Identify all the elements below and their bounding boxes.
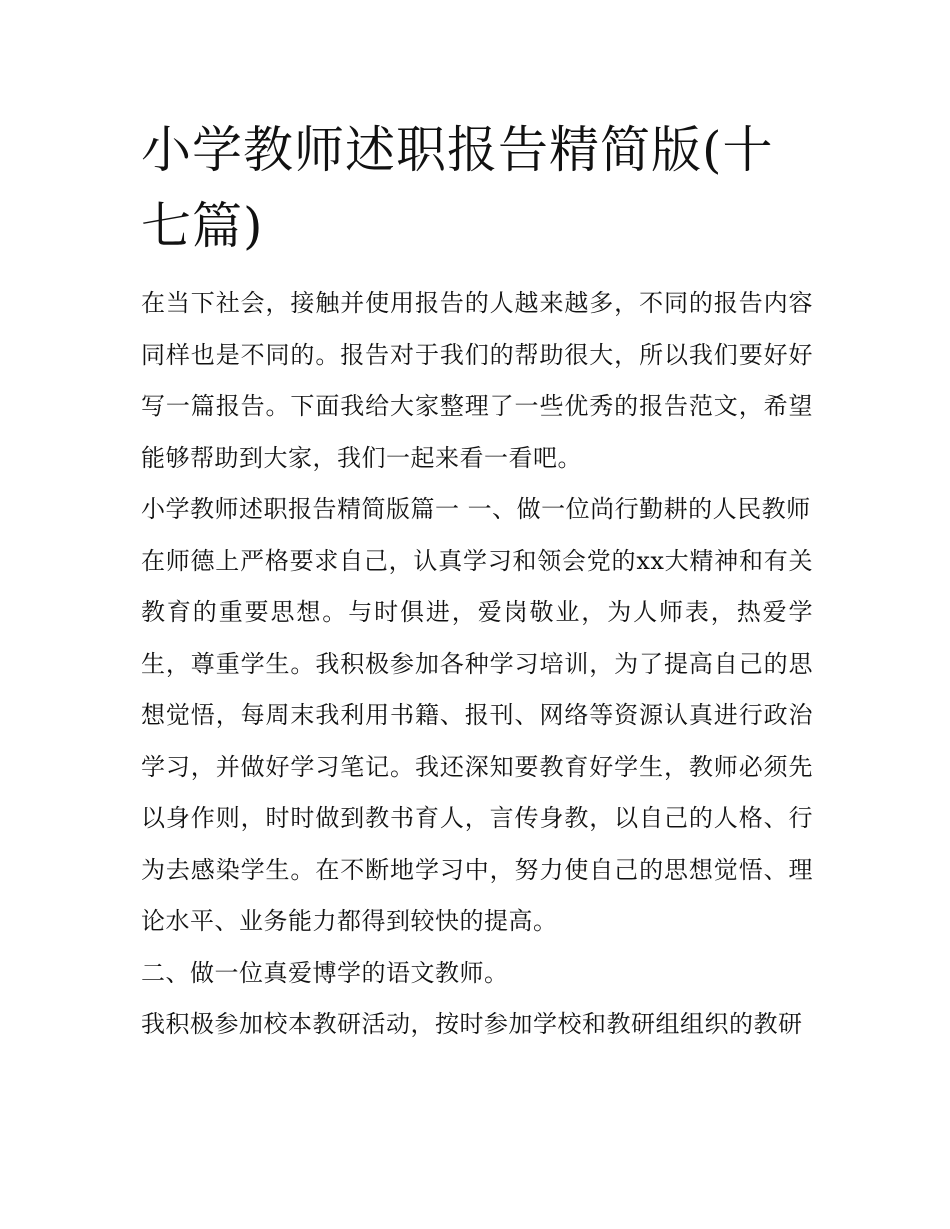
- document-body: [141, 112, 813, 1051]
- section-heading-two: 二、做一位真爱博学的语文教师。: [141, 958, 509, 987]
- section-heading-one: 小学教师述职报告精简版篇一 一、做一位尚行勤耕的人民教师: [141, 495, 811, 523]
- document-title: 小学教师述职报告精简版(十七篇): [141, 121, 774, 255]
- body-paragraph: 在师德上严格要求自己，认真学习和领会党的xx大精神和有关教育的重要思想。与时俱进，爱岗敬业，为人师表，热爱学生，尊重学生。我积极参加各种学习培训，为了提高自己的思想觉悟，每周末我利用书籍、报刊、网络等资源认真进行政治学习，并做好学习笔记。我还深知要教育好学生，教师必须先以身作则，时时做到教书育人，言传身教，以自己的人格、行为去感染学生。在不断地学习中，努力使自己的思想觉悟、理论水平、业务能力都得到较快的提高。: [141, 546, 813, 935]
- body-paragraph-continued: 我积极参加校本教研活动，按时参加学校和教研组组织的教研: [141, 1010, 803, 1038]
- intro-paragraph: 在当下社会，接触并使用报告的人越来越多，不同的报告内容同样也是不同的。报告对于我们的帮助很大，所以我们要好好写一篇报告。下面我给大家整理了一些优秀的报告范文，希望能够帮助到大家，我们一起来看一看吧。: [141, 289, 813, 472]
